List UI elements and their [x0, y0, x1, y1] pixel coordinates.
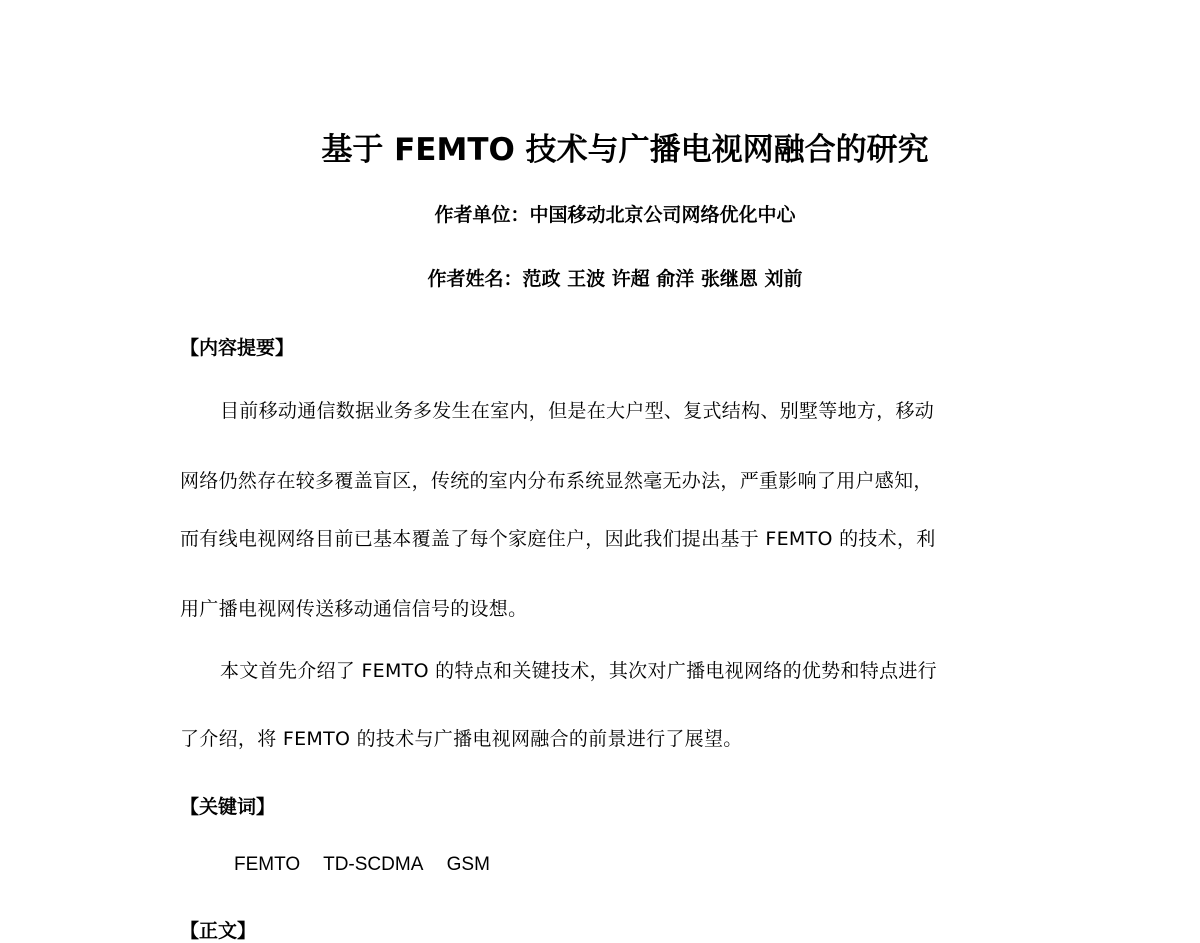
- abstract-line: 网络仍然存在较多覆盖盲区，传统的室内分布系统显然毫无办法，严重影响了用户感知，: [180, 470, 933, 492]
- author-unit: 作者单位：中国移动北京公司网络优化中心: [434, 204, 796, 226]
- document-title: 基于 FEMTO 技术与广播电视网融合的研究: [321, 132, 929, 168]
- abstract-line: 目前移动通信数据业务多发生在室内，但是在大户型、复式结构、别墅等地方，移动: [220, 400, 935, 422]
- body-heading: 【正文】: [180, 920, 257, 942]
- keyword: TD-SCDMA: [323, 854, 424, 875]
- abstract-line: 了介绍，将 FEMTO 的技术与广播电视网融合的前景进行了展望。: [180, 728, 743, 750]
- author-names: 作者姓名：范政 王波 许超 俞洋 张继恩 刘前: [427, 268, 803, 290]
- keyword: GSM: [446, 854, 490, 875]
- abstract-heading: 【内容提要】: [180, 337, 295, 359]
- keywords-heading: 【关键词】: [180, 796, 276, 818]
- keyword: FEMTO: [234, 854, 301, 875]
- abstract-line: 本文首先介绍了 FEMTO 的特点和关键技术，其次对广播电视网络的优势和特点进行: [220, 660, 937, 682]
- abstract-line: 用广播电视网传送移动通信信号的设想。: [180, 598, 528, 620]
- abstract-line: 而有线电视网络目前已基本覆盖了每个家庭住户，因此我们提出基于 FEMTO 的技术，利: [180, 528, 936, 550]
- keywords-list: [234, 854, 508, 876]
